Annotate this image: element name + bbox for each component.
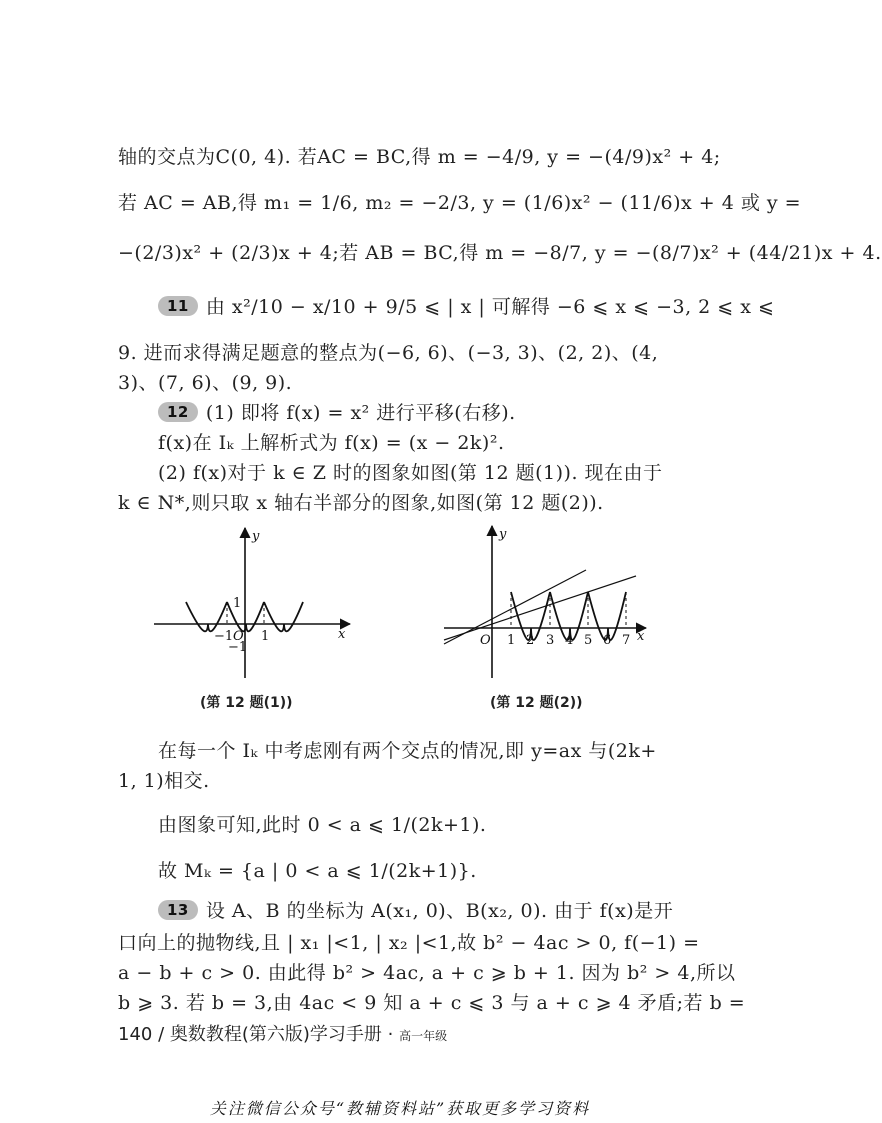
problem-12-line-8: 故 Mₖ = {a | 0 < a ⩽ 1/(2k+1)}. bbox=[158, 860, 477, 882]
problem-13-text-1: 设 A、B 的坐标为 A(x₁, 0)、B(x₂, 0). 由于 f(x)是开 bbox=[205, 900, 674, 922]
page-number: 140 / bbox=[118, 1024, 165, 1045]
figure-2-graph bbox=[440, 520, 660, 690]
figure-1-ytick-pos1: 1 bbox=[233, 596, 242, 611]
wechat-notice: 关注微信公众号“教辅资料站”获取更多学习资料 bbox=[209, 1099, 591, 1118]
figure-2-tick-4: 4 bbox=[565, 633, 574, 648]
figure-2-tick-2: 2 bbox=[526, 633, 535, 648]
problem-12-line-4: k ∈ N*,则只取 x 轴右半部分的图象,如图(第 12 题(2)). bbox=[118, 492, 604, 514]
figure-2-y-label: y bbox=[499, 527, 507, 542]
figure-2-tick-5: 5 bbox=[584, 633, 593, 648]
figure-2-tick-1: 1 bbox=[507, 633, 516, 648]
figure-1-tick-neg1: −1 bbox=[214, 629, 234, 644]
problem-13-line-2: 口向上的抛物线,且 | x₁ |<1, | x₂ |<1,故 b² − 4ac > 0, f(−1) = bbox=[118, 932, 700, 954]
problem-13-line-4: b ⩾ 3. 若 b = 3,由 4ac < 9 知 a + c ⩽ 3 与 a + c ⩾ 4 矛盾;若 b = bbox=[118, 992, 746, 1014]
text-line-2: 若 AC = AB,得 m₁ = 1/6, m₂ = −2/3, y = (1/6)x² − (11/6)x + 4 或 y = bbox=[118, 192, 802, 214]
problem-12-line-5: 在每一个 Iₖ 中考虑刚有两个交点的情况,即 y=ax 与(2k+ bbox=[158, 740, 657, 762]
figure-1-y-label: y bbox=[252, 529, 260, 544]
figure-1-caption: (第 12 题(1)) bbox=[200, 695, 293, 711]
figure-1-origin: O bbox=[233, 629, 244, 644]
figure-1-tick-pos1: 1 bbox=[261, 629, 270, 644]
figure-2-tick-7: 7 bbox=[622, 633, 631, 648]
problem-12-line-3: (2) f(x)对于 k ∈ Z 时的图象如图(第 12 题(1)). 现在由于 bbox=[158, 462, 663, 484]
problem-13-badge: 13 bbox=[158, 900, 198, 920]
problem-11-line-1 bbox=[158, 292, 774, 319]
figure-1-graph bbox=[148, 520, 368, 690]
problem-11-line-3: 3)、(7, 6)、(9, 9). bbox=[118, 372, 293, 394]
problem-13-line-3: a − b + c > 0. 由此得 b² > 4ac, a + c ⩾ b + 1. 因为 b² > 4,所以 bbox=[118, 962, 736, 984]
text-line-3: −(2/3)x² + (2/3)x + 4;若 AB = BC,得 m = −8/7, y = −(8/7)x² + (44/21)x + 4. bbox=[118, 242, 882, 264]
figure-2-tick-3: 3 bbox=[546, 633, 555, 648]
problem-11-text-1: 由 x²/10 − x/10 + 9/5 ⩽ | x | 可解得 −6 ⩽ x ⩽ −3, 2 ⩽ x ⩽ bbox=[205, 296, 775, 318]
figure-2-origin: O bbox=[480, 633, 491, 648]
problem-12-line-6: 1, 1)相交. bbox=[118, 770, 210, 792]
figure-1-ytick-neg1: −1 bbox=[228, 640, 248, 655]
problem-11-badge: 11 bbox=[158, 296, 198, 316]
problem-13-line-1 bbox=[158, 896, 673, 923]
text-line-1: 轴的交点为C(0, 4). 若AC = BC,得 m = −4/9, y = −(4/9)x² + 4; bbox=[118, 146, 721, 168]
problem-11-line-2: 9. 进而求得满足题意的整点为(−6, 6)、(−3, 3)、(2, 2)、(4, bbox=[118, 342, 659, 364]
figure-2-caption: (第 12 题(2)) bbox=[490, 695, 583, 711]
page-footer bbox=[118, 1020, 447, 1046]
problem-12-text-1: (1) 即将 f(x) = x² 进行平移(右移). bbox=[205, 402, 516, 424]
figure-2-x-label: x bbox=[637, 629, 645, 644]
problem-12-line-2: f(x)在 Iₖ 上解析式为 f(x) = (x − 2k)². bbox=[158, 432, 505, 454]
book-title: 奥数教程(第六版)学习手册 · bbox=[169, 1024, 394, 1045]
grade-label: 高一年级 bbox=[399, 1029, 448, 1043]
problem-12-line-1 bbox=[158, 398, 516, 425]
problem-12-line-7: 由图象可知,此时 0 < a ⩽ 1/(2k+1). bbox=[158, 814, 487, 836]
figure-1-curve-right bbox=[264, 602, 303, 631]
figure-1-curve-left bbox=[186, 602, 227, 631]
figure-1-x-label: x bbox=[338, 627, 346, 642]
problem-12-badge: 12 bbox=[158, 402, 198, 422]
figure-2-tick-6: 6 bbox=[603, 633, 612, 648]
